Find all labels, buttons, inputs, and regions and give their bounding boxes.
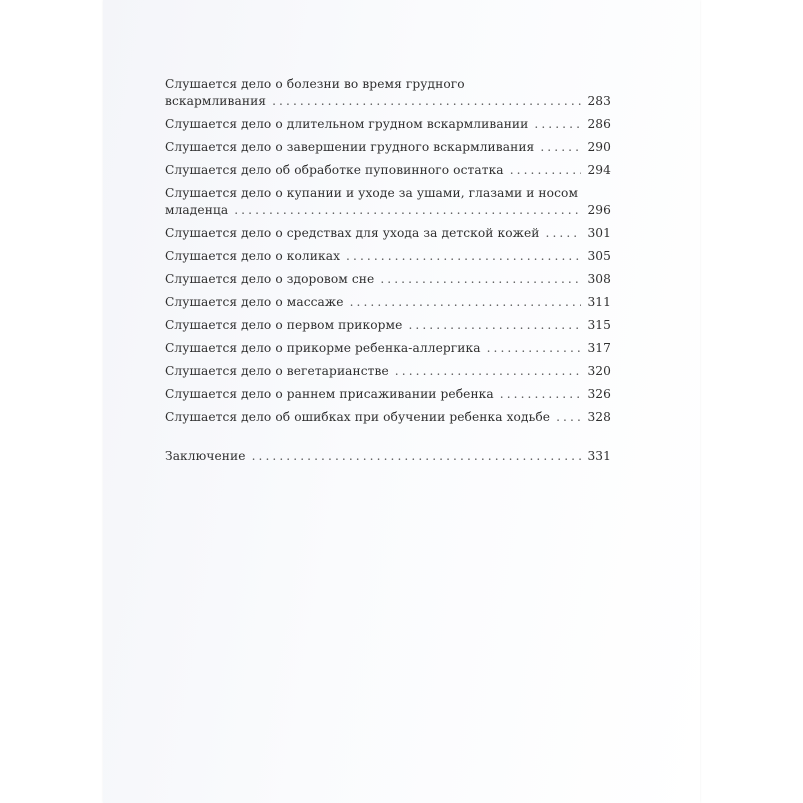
toc-entry-title: Слушается дело об ошибках при обучении ребенка ходьбе bbox=[165, 410, 551, 424]
toc-entry-line bbox=[165, 139, 611, 156]
toc-entry-title: Слушается дело о длительном грудном вскармливании bbox=[165, 117, 529, 131]
toc-entry bbox=[165, 116, 611, 133]
toc-entry-page: 305 bbox=[587, 249, 611, 263]
dot-leader bbox=[510, 162, 582, 179]
dot-leader bbox=[346, 248, 581, 265]
toc-entry-first-line bbox=[165, 76, 611, 93]
toc-entry-page: 283 bbox=[587, 94, 611, 108]
toc-entry-title: Слушается дело о здоровом сне bbox=[165, 272, 375, 286]
table-of-contents bbox=[165, 76, 611, 471]
toc-entry-line bbox=[165, 225, 611, 242]
toc-entry bbox=[165, 386, 611, 403]
toc-entry-page: 320 bbox=[587, 364, 611, 378]
toc-entry-page: 328 bbox=[587, 410, 611, 424]
dot-leader bbox=[546, 225, 582, 242]
toc-entry-title: Слушается дело о завершении грудного вскармливания bbox=[165, 140, 535, 154]
dot-leader bbox=[234, 202, 581, 219]
dot-leader bbox=[252, 448, 582, 465]
toc-entry bbox=[165, 271, 611, 288]
toc-entry-first-line bbox=[165, 185, 611, 202]
toc-entry-line bbox=[165, 294, 611, 311]
toc-entry-title: вскармливания bbox=[165, 94, 267, 108]
toc-entry-page: 308 bbox=[587, 272, 611, 286]
toc-entry-title: Слушается дело о средствах для ухода за детской кожей bbox=[165, 226, 540, 240]
toc-entry-title: Слушается дело о массаже bbox=[165, 295, 344, 309]
toc-entry bbox=[165, 317, 611, 334]
toc-entry-title: Слушается дело об обработке пуповинного остатка bbox=[165, 163, 504, 177]
toc-entry-line bbox=[165, 162, 611, 179]
dot-leader bbox=[408, 317, 581, 334]
toc-entry-title: Слушается дело о вегетарианстве bbox=[165, 364, 389, 378]
toc-entry-page: 317 bbox=[587, 341, 611, 355]
toc-entry-title-part: Слушается дело о купании и уходе за ушами, глазами и носом bbox=[165, 186, 579, 200]
dot-leader bbox=[380, 271, 581, 288]
toc-entry-page: 301 bbox=[587, 226, 611, 240]
toc-entry-line bbox=[165, 93, 611, 110]
toc-entry-page: 331 bbox=[587, 449, 611, 463]
toc-entry bbox=[165, 363, 611, 380]
dot-leader bbox=[534, 116, 581, 133]
toc-entry-line bbox=[165, 202, 611, 219]
toc-entry-line bbox=[165, 271, 611, 288]
toc-entry-conclusion bbox=[165, 448, 611, 465]
toc-entry bbox=[165, 409, 611, 426]
toc-entry-page: 315 bbox=[587, 318, 611, 332]
dot-leader bbox=[487, 340, 582, 357]
dot-leader bbox=[272, 93, 581, 110]
dot-leader bbox=[395, 363, 582, 380]
toc-entry-page: 286 bbox=[587, 117, 611, 131]
toc-entry-page: 290 bbox=[587, 140, 611, 154]
section-gap bbox=[165, 432, 611, 448]
dot-leader bbox=[500, 386, 582, 403]
book-page bbox=[103, 0, 700, 803]
toc-entry-page: 326 bbox=[587, 387, 611, 401]
toc-entry bbox=[165, 162, 611, 179]
toc-entry bbox=[165, 139, 611, 156]
toc-entry-line bbox=[165, 448, 611, 465]
toc-entry-title-part: Слушается дело о болезни во время грудного bbox=[165, 77, 465, 91]
toc-entry-title: Слушается дело о коликах bbox=[165, 249, 341, 263]
toc-entry-line bbox=[165, 363, 611, 380]
toc-entry-title: Заключение bbox=[165, 449, 246, 463]
toc-entry bbox=[165, 340, 611, 357]
toc-entry-title: младенца bbox=[165, 203, 229, 217]
toc-entry bbox=[165, 225, 611, 242]
toc-entry-line bbox=[165, 116, 611, 133]
toc-entry bbox=[165, 248, 611, 265]
toc-entry bbox=[165, 76, 611, 110]
toc-entry-page: 294 bbox=[587, 163, 611, 177]
toc-entry-line bbox=[165, 317, 611, 334]
toc-entry-title: Слушается дело о первом прикорме bbox=[165, 318, 403, 332]
toc-entry bbox=[165, 294, 611, 311]
toc-entry-title: Слушается дело о раннем присаживании ребенка bbox=[165, 387, 494, 401]
toc-entry-line bbox=[165, 340, 611, 357]
toc-entry-page: 296 bbox=[587, 203, 611, 217]
dot-leader bbox=[350, 294, 582, 311]
toc-entry bbox=[165, 185, 611, 219]
toc-entry-line bbox=[165, 409, 611, 426]
toc-entry-line bbox=[165, 386, 611, 403]
toc-entry-title: Слушается дело о прикорме ребенка-аллергика bbox=[165, 341, 481, 355]
dot-leader bbox=[540, 139, 581, 156]
dot-leader bbox=[556, 409, 581, 426]
toc-entry-page: 311 bbox=[587, 295, 611, 309]
toc-entry-line bbox=[165, 248, 611, 265]
